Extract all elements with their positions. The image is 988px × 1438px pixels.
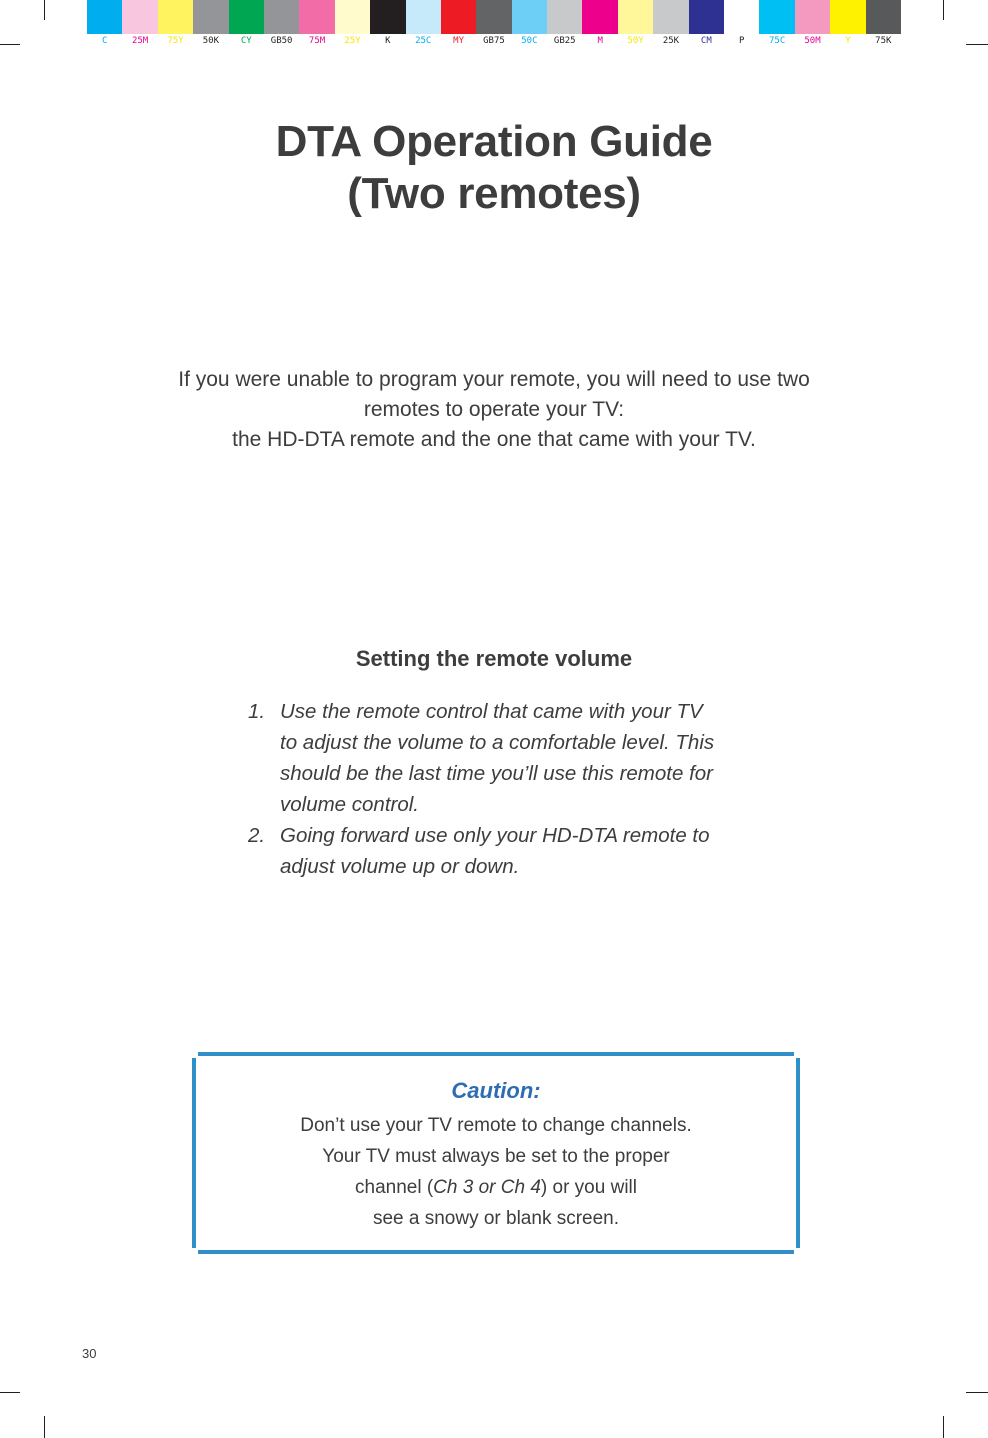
page-number: 30: [82, 1346, 97, 1361]
color-swatch: [582, 0, 617, 34]
step-number: 1.: [248, 700, 266, 723]
step-line: to adjust the volume to a comfortable level. This: [280, 731, 715, 754]
step-line: Use the remote control that came with your TV: [280, 700, 703, 723]
color-swatch-label: GB75: [483, 36, 505, 46]
caution-title: Caution:: [451, 1078, 541, 1103]
color-swatch-label: 75Y: [167, 36, 184, 46]
crop-mark: [943, 0, 944, 20]
color-swatch: [229, 0, 264, 34]
color-swatch: [618, 0, 653, 34]
color-swatch: [406, 0, 441, 34]
color-swatch: [370, 0, 405, 34]
color-swatch-label: C: [101, 36, 108, 46]
intro-line-2: remotes to operate your TV:: [363, 398, 625, 421]
crop-mark: [966, 1392, 988, 1393]
color-swatch-label: K: [385, 36, 391, 46]
title-line-2: (Two remotes): [347, 169, 641, 218]
color-swatch-label: 25Y: [344, 36, 361, 46]
caution-text: ) or you will: [540, 1177, 637, 1198]
color-swatch-label: 50M: [804, 36, 821, 46]
color-swatch-label: CY: [240, 36, 252, 46]
box-corner-notch: [794, 1050, 802, 1058]
crop-mark: [44, 1416, 45, 1438]
step-number: 2.: [248, 824, 266, 847]
color-swatch: [476, 0, 511, 34]
color-swatch-label: 75K: [875, 36, 892, 46]
color-swatch: [122, 0, 157, 34]
caution-line: Don’t use your TV remote to change channels.: [300, 1115, 692, 1136]
color-swatch-label: 50C: [521, 36, 538, 46]
color-swatch-label: 25M: [131, 36, 149, 46]
color-swatch: [866, 0, 901, 34]
color-swatch-label: 50Y: [627, 36, 644, 46]
title-line-1: DTA Operation Guide: [275, 117, 713, 166]
crop-mark: [0, 1392, 20, 1393]
color-swatch: [264, 0, 299, 34]
step-item: [248, 820, 768, 882]
color-swatch-label: GB25: [553, 36, 576, 46]
caution-box: [192, 1052, 800, 1254]
step-line: should be the last time you’ll use this remote for: [280, 762, 713, 785]
color-swatch: [724, 0, 759, 34]
caution-line: Your TV must always be set to the proper: [322, 1146, 670, 1167]
crop-mark: [44, 0, 45, 20]
caution-line: see a snowy or blank screen.: [372, 1208, 620, 1229]
color-swatch-label: 25K: [662, 36, 680, 46]
crop-mark: [966, 44, 988, 45]
caution-text: channel (: [355, 1177, 434, 1198]
steps-list: [248, 696, 768, 882]
color-swatch: [193, 0, 228, 34]
color-swatch-label: 75M: [308, 36, 326, 46]
step-line: volume control.: [280, 793, 420, 816]
color-swatch-label: CM: [700, 36, 712, 46]
color-swatch: [299, 0, 334, 34]
color-swatch: [830, 0, 865, 34]
color-bar: [87, 0, 901, 34]
color-swatch: [759, 0, 794, 34]
crop-mark: [0, 44, 20, 45]
color-swatch-label: P: [739, 36, 745, 46]
caution-line: [196, 1172, 796, 1203]
color-swatch-label: Y: [845, 36, 851, 46]
color-swatch-label: MY: [453, 36, 465, 46]
color-swatch: [653, 0, 688, 34]
step-line: adjust volume up or down.: [280, 855, 520, 878]
intro-line-1: If you were unable to program your remote, you will need to use two: [178, 368, 810, 391]
intro-line-3: the HD-DTA remote and the one that came with your TV.: [232, 428, 756, 451]
color-swatch-label: 75C: [768, 36, 786, 46]
step-item: [248, 696, 768, 820]
color-swatch: [87, 0, 122, 34]
intro-paragraph: [0, 365, 988, 455]
box-corner-notch: [190, 1248, 198, 1256]
page-title: [0, 116, 988, 220]
step-line: Going forward use only your HD-DTA remote to: [280, 824, 710, 847]
box-corner-notch: [190, 1050, 198, 1058]
color-swatch: [512, 0, 547, 34]
color-swatch: [335, 0, 370, 34]
color-swatch: [689, 0, 724, 34]
color-swatch-label: 25C: [415, 36, 432, 46]
color-swatch-label: 50K: [202, 36, 219, 46]
color-swatch: [441, 0, 476, 34]
color-swatch: [158, 0, 193, 34]
color-bar-labels: [87, 36, 901, 46]
color-swatch: [795, 0, 830, 34]
color-swatch-label: GB50: [270, 36, 293, 46]
section-heading: Setting the remote volume: [355, 646, 633, 671]
box-corner-notch: [794, 1248, 802, 1256]
channel-emphasis: Ch 3 or Ch 4: [433, 1177, 541, 1198]
color-swatch-label: M: [597, 36, 603, 46]
crop-mark: [943, 1416, 944, 1438]
color-swatch: [547, 0, 582, 34]
